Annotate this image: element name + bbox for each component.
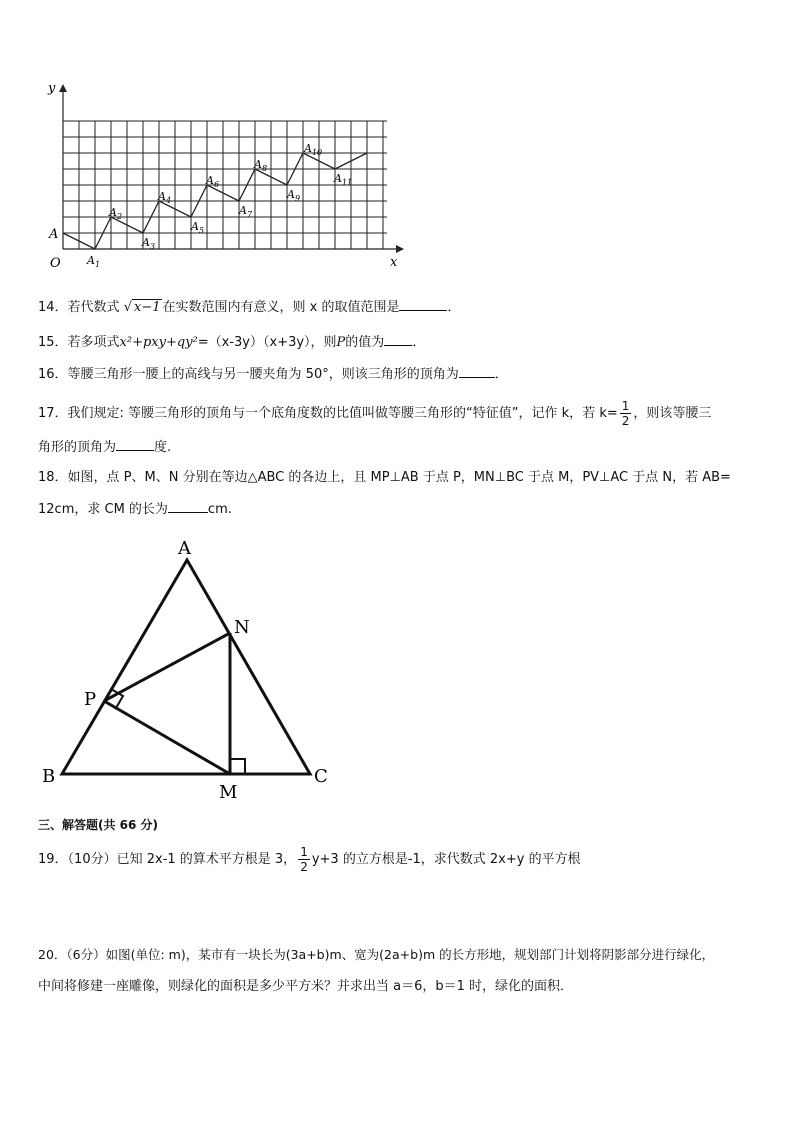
segment-pm bbox=[104, 701, 230, 774]
question-15: 15．若多项式x²+pxy+qy²=（x-3y）（x+3y），则P的值为 ． bbox=[38, 331, 758, 353]
point-label-p: P bbox=[84, 689, 97, 710]
point-label-a5: $A_5$ bbox=[191, 220, 205, 235]
point-label-a2: $A_2$ bbox=[109, 206, 123, 221]
point-label-a10: $A_{10}$ bbox=[304, 142, 323, 157]
right-angle-mark-m bbox=[230, 759, 245, 774]
question-18-line-2: 12cm，求 CM 的长为 cm. bbox=[38, 498, 758, 520]
start-point-label: A bbox=[49, 227, 59, 242]
vertex-label-a: A bbox=[178, 538, 191, 559]
fraction-one-half: $\frac{1}{2}$ bbox=[621, 399, 630, 428]
point-label-a6: $A_6$ bbox=[206, 174, 220, 189]
x-axis-arrow bbox=[396, 245, 404, 253]
point-label-a8: $A_8$ bbox=[254, 158, 268, 173]
question-18-line-1: 18．如图，点 P、M、N 分别在等边△ABC 的各边上，且 MP⊥AB 于点 P，MN⊥BC 于点 M，PV⊥AC 于点 N，若 AB= bbox=[38, 470, 731, 485]
fraction-one-half: $\frac{1}{2}$ bbox=[300, 845, 308, 874]
point-label-m: M bbox=[219, 782, 238, 803]
sqrt-expression: √ x−1 bbox=[123, 300, 161, 315]
point-label-a7: $A_7$ bbox=[239, 204, 253, 219]
question-20-line-1: 20．（6分）如图(单位: m)，某市有一块长为(3a+b)m、宽为(2a+b)m 的长方形地，规划部门计划将阴影部分进行绿化， bbox=[38, 947, 715, 962]
question-20-line-2: 中间将修建一座雕像，则绿化的面积是多少平方米？并求出当 a＝6，b＝1 时，绿化的面积． bbox=[38, 979, 574, 994]
point-label-a3: $A_3$ bbox=[142, 236, 156, 251]
origin-label: O bbox=[50, 256, 61, 271]
point-label-a4: $A_4$ bbox=[158, 190, 172, 205]
grid bbox=[63, 121, 387, 249]
point-labels bbox=[86, 142, 352, 269]
answer-blank-18[interactable] bbox=[168, 498, 208, 513]
point-label-a1: $A_1$ bbox=[87, 254, 101, 269]
vertex-label-b: B bbox=[42, 766, 56, 787]
answer-blank-17[interactable] bbox=[116, 436, 154, 451]
question-17-line-2: 角形的顶角为 度. bbox=[38, 436, 758, 458]
point-label-a11: $A_{11}$ bbox=[334, 172, 353, 187]
grid-path-figure bbox=[40, 76, 412, 272]
vertex-label-c: C bbox=[314, 766, 328, 787]
y-axis-label: y bbox=[48, 81, 56, 96]
triangle-figure bbox=[38, 532, 338, 804]
answer-blank-14[interactable] bbox=[399, 296, 447, 311]
question-14: 14．若代数式 √ x−1 在实数范围内有意义，则 x 的取值范围是 ． bbox=[38, 296, 758, 318]
triangle-abc bbox=[62, 560, 310, 774]
x-axis-label: x bbox=[390, 255, 398, 270]
question-19: 19．（10分）已知 2x-1 的算术平方根是 3， $\frac{1}{2}$ y+3 的立方根是-1，求代数式 2x+y 的平方根 bbox=[38, 845, 581, 874]
point-label-a9: $A_9$ bbox=[287, 188, 301, 203]
section-3-title: 三、解答题(共 66 分) bbox=[38, 818, 159, 832]
answer-blank-15[interactable] bbox=[384, 331, 412, 346]
point-label-n: N bbox=[234, 617, 250, 638]
y-axis-arrow bbox=[59, 84, 67, 92]
question-16: 16．等腰三角形一腰上的高线与另一腰夹角为 50°，则该三角形的顶角为 ． bbox=[38, 363, 758, 385]
question-17-line-1: 17．我们规定: 等腰三角形的顶角与一个底角度数的比值叫做等腰三角形的“特征值”，记作 k，若 k= $\frac{1}{2}$ ，则该等腰三 bbox=[38, 399, 712, 428]
answer-blank-16[interactable] bbox=[459, 363, 495, 378]
